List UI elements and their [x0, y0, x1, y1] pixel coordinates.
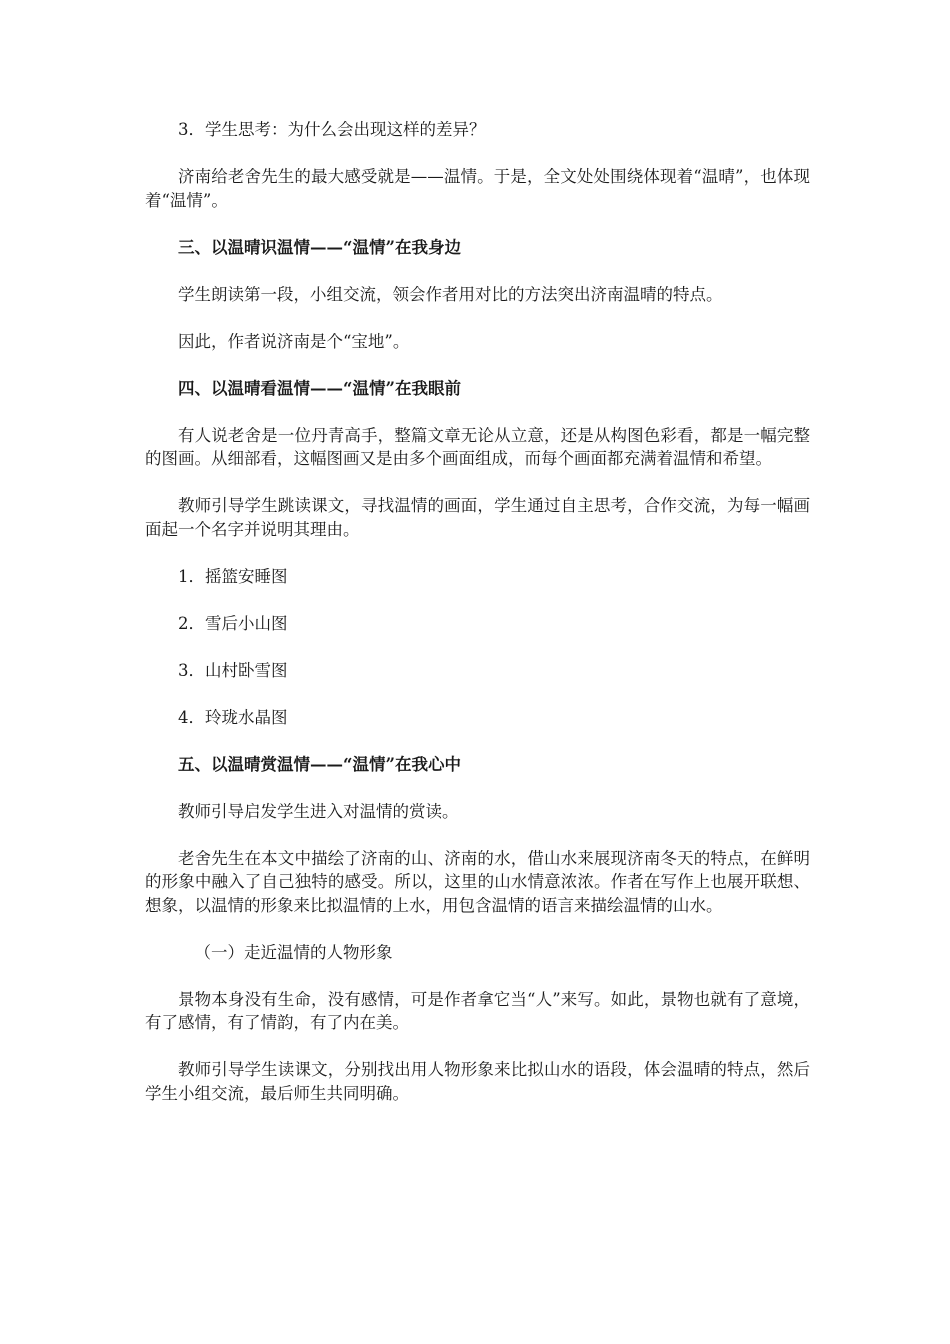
body-paragraph: 景物本身没有生命，没有感情，可是作者拿它当“人”来写。如此，景物也就有了意境，有了感情，有了情韵，有了内在美。 — [145, 989, 810, 1032]
body-paragraph: 教师引导学生读课文，分别找出用人物形象来比拟山水的语段，体会温晴的特点，然后学生小组交流，最后师生共同明确。 — [145, 1060, 810, 1103]
body-paragraph: 学生朗读第一段，小组交流，领会作者用对比的方法突出济南温晴的特点。 — [178, 284, 723, 304]
list-item: 2．雪后小山图 — [178, 613, 288, 633]
subsection-heading: （一）走近温情的人物形象 — [194, 942, 393, 962]
body-paragraph: 老舍先生在本文中描绘了济南的山、济南的水，借山水来展现济南冬天的特点，在鲜明的形象中融入了自己独特的感受。所以，这里的山水情意浓浓。作者在写作上也展开联想、想象，以温情的形象来比拟温情的上水，用包含温情的语言来描绘温情的山水。 — [145, 848, 810, 915]
body-paragraph: 有人说老舍是一位丹青高手，整篇文章无论从立意，还是从构图色彩看，都是一幅完整的图画。从细部看，这幅图画又是由多个画面组成，而每个画面都充满着温情和希望。 — [145, 425, 810, 468]
section-heading-5: 五、以温晴赏温情——“温情”在我心中 — [178, 754, 461, 774]
body-paragraph: 因此，作者说济南是个“宝地”。 — [178, 331, 410, 351]
question-item-3: 3．学生思考：为什么会出现这样的差异？ — [178, 120, 486, 139]
body-paragraph: 教师引导学生跳读课文，寻找温情的画面，学生通过自主思考，合作交流，为每一幅画面起一个名字并说明其理由。 — [145, 496, 810, 539]
list-item: 3．山村卧雪图 — [178, 660, 288, 680]
list-item: 1．摇篮安睡图 — [178, 566, 288, 586]
document-page — [145, 118, 810, 1129]
list-item: 4．玲珑水晶图 — [178, 707, 288, 727]
section-heading-4: 四、以温晴看温情——“温情”在我眼前 — [178, 378, 461, 398]
section-heading-3: 三、以温晴识温情——“温情”在我身边 — [178, 237, 461, 257]
body-paragraph: 济南给老舍先生的最大感受就是——温情。于是，全文处处围绕体现着“温晴”，也体现着“温情”。 — [145, 167, 810, 210]
body-paragraph: 教师引导启发学生进入对温情的赏读。 — [178, 801, 459, 821]
